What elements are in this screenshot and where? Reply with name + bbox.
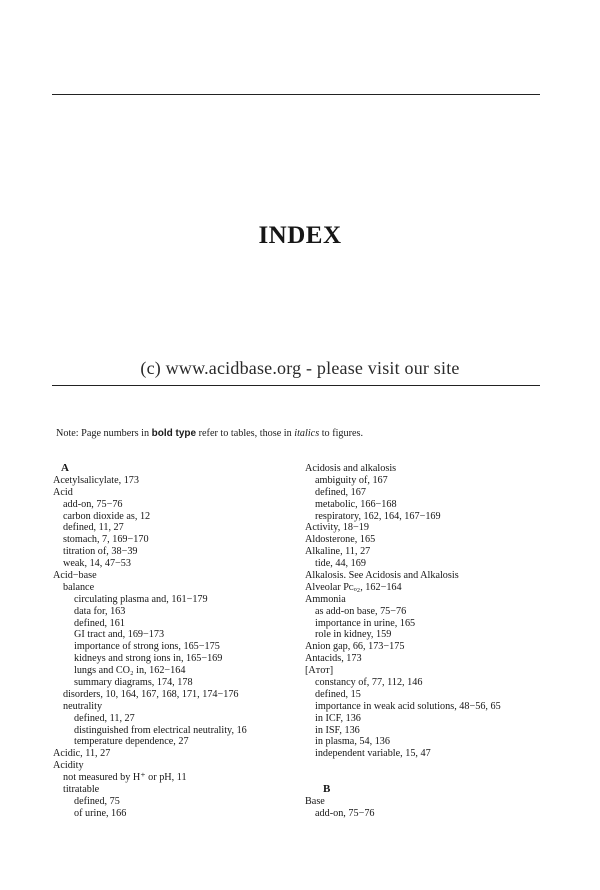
index-subentry: disorders, 10, 164, 167, 168, 171, 174−176: [63, 688, 239, 700]
index-subentry: add-on, 75−76: [315, 807, 375, 819]
bottom-rule: [52, 385, 540, 386]
index-entry: Activity, 18−19: [305, 522, 369, 534]
note-middle: refer to tables, those in: [196, 428, 295, 439]
index-column-right: [305, 463, 550, 820]
index-subentry: not measured by H⁺ or pH, 11: [63, 772, 187, 784]
note-prefix: Note: Page numbers in: [56, 428, 152, 439]
index-subentry: respiratory, 162, 164, 167−169: [315, 510, 441, 522]
index-subentry: defined, 75: [74, 795, 120, 807]
index-subentry: summary diagrams, 174, 178: [74, 677, 193, 689]
index-subentry: as add-on base, 75−76: [315, 605, 407, 617]
index-subentry: carbon dioxide as, 12: [63, 510, 151, 522]
page-title: INDEX: [258, 222, 342, 249]
index-subentry: role in kidney, 159: [315, 629, 392, 641]
index-section-letter: A: [61, 462, 69, 474]
index-entry: [Aᴛᴏᴛ]: [305, 665, 334, 677]
index-subentry: temperature dependence, 27: [74, 736, 189, 748]
index-subentry: in ISF, 136: [315, 724, 360, 736]
index-subentry: importance in urine, 165: [315, 617, 416, 629]
index-entry: Alveolar Pᴄₒ₂, 162−164: [305, 581, 402, 593]
index-subentry: defined, 11, 27: [63, 522, 124, 534]
index-subentry: defined, 161: [74, 617, 125, 629]
index-subentry: lungs and CO₂ in, 162−164: [74, 665, 186, 677]
index-subentry: balance: [63, 581, 95, 593]
note-italic-text: italics: [294, 428, 320, 439]
index-subentry: circulating plasma and, 161−179: [74, 593, 208, 605]
index-subentry: titratable: [63, 784, 100, 796]
watermark-text: (c) www.acidbase.org - please visit our site: [140, 358, 460, 378]
index-subentry: ambiguity of, 167: [315, 474, 388, 486]
index-subentry: in plasma, 54, 136: [315, 736, 390, 748]
index-subentry: add-on, 75−76: [63, 498, 123, 510]
index-subentry: independent variable, 15, 47: [315, 748, 431, 760]
index-entry: Acetylsalicylate, 173: [53, 474, 139, 486]
index-subentry: neutrality: [63, 700, 103, 712]
index-subentry: metabolic, 166−168: [315, 498, 397, 510]
index-subentry: data for, 163: [74, 605, 126, 617]
index-subentry: constancy of, 77, 112, 146: [315, 677, 423, 689]
index-entry: Acidic, 11, 27: [53, 748, 111, 760]
index-entry: Alkaline, 11, 27: [305, 546, 371, 558]
index-entry: Anion gap, 66, 173−175: [305, 641, 405, 653]
index-entry: Antacids, 173: [305, 653, 362, 665]
index-entry: Acidosis and alkalosis: [305, 463, 397, 474]
index-entry: Ammonia: [305, 593, 346, 605]
index-subentry: kidneys and strong ions in, 165−169: [74, 653, 223, 665]
index-subentry: tide, 44, 169: [315, 558, 366, 570]
index-subentry: importance of strong ions, 165−175: [74, 641, 220, 653]
note-suffix: to figures.: [319, 428, 364, 439]
index-entry: Aldosterone, 165: [305, 534, 376, 546]
index-entry: Acid−base: [53, 570, 97, 582]
index-section-letter: B: [323, 783, 331, 796]
top-rule: [52, 94, 540, 95]
note-bold-text: bold type: [151, 428, 197, 439]
index-subentry: defined, 11, 27: [74, 712, 135, 724]
index-subentry: in ICF, 136: [315, 712, 361, 724]
index-subentry: defined, 167: [315, 486, 366, 498]
index-subentry: GI tract and, 169−173: [74, 629, 165, 641]
index-subentry: stomach, 7, 169−170: [63, 534, 149, 546]
index-subentry: importance in weak acid solutions, 48−56, 65: [315, 700, 501, 712]
index-entry: Acidity: [53, 760, 84, 772]
index-entry: Alkalosis. See Acidosis and Alkalosis: [305, 570, 459, 582]
index-subentry: weak, 14, 47−53: [63, 558, 131, 570]
spacer: [305, 772, 550, 784]
index-subentry: defined, 15: [315, 688, 361, 700]
index-column-left: [53, 463, 298, 820]
index-subentry: titration of, 38−39: [63, 546, 138, 558]
index-subentry: of urine, 166: [74, 807, 127, 819]
index-entry: Acid: [53, 486, 73, 498]
spacer: [305, 760, 550, 772]
index-note: [56, 428, 363, 439]
index-subentry: distinguished from electrical neutrality, 16: [74, 724, 247, 736]
index-entry: Base: [305, 795, 325, 807]
